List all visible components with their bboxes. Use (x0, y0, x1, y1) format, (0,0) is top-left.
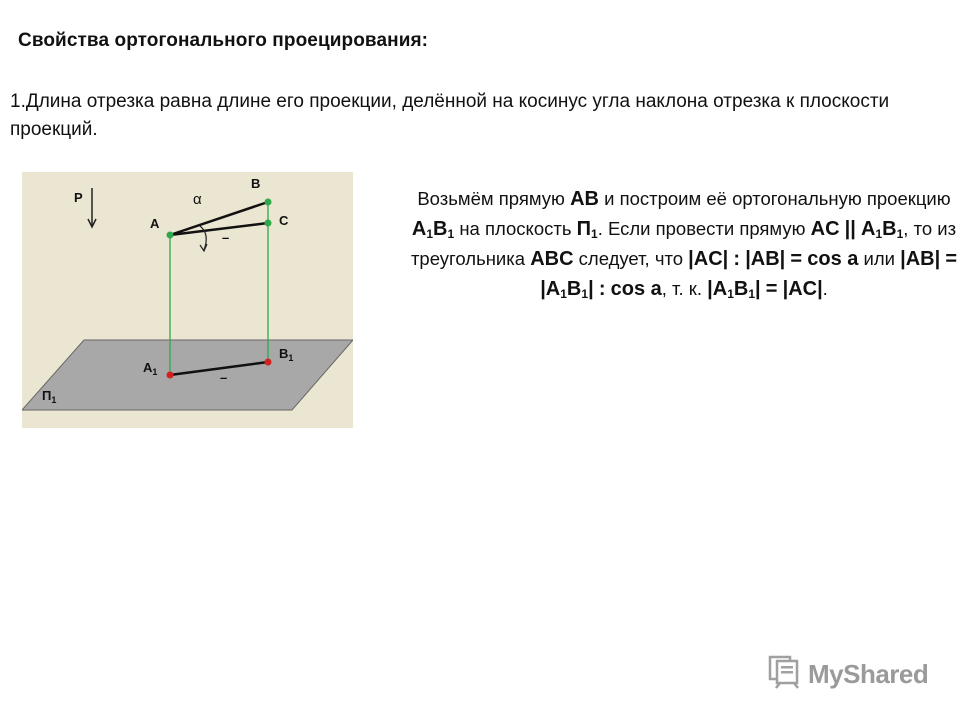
property-1-text: 1.Длина отрезка равна длине его проекции, делённой на косинус угла наклона отрезка к плоскости проекций. (10, 91, 890, 140)
label-b1: $B_1$ (279, 346, 294, 363)
label-a: A (150, 216, 160, 231)
label-p: P (74, 190, 83, 205)
myshared-watermark (768, 656, 928, 692)
point-b (265, 199, 272, 206)
label-alpha: α (193, 191, 202, 208)
myshared-logo-icon (768, 655, 802, 694)
point-a (167, 232, 174, 239)
label-c: C (279, 213, 289, 228)
projection-diagram (22, 172, 353, 428)
label-b: B (251, 176, 261, 191)
point-b1 (265, 359, 272, 366)
point-c (265, 220, 272, 227)
dash-mark-a1b1: – (220, 370, 228, 385)
point-a1 (167, 372, 174, 379)
label-pi1: $П_1$ (42, 388, 57, 405)
myshared-text: MyShared (808, 658, 929, 689)
explanation-text: Возьмём прямую AB и построим её ортогональную проекцию $A_1B_1$ на плоскость $П_1$. Если провести прямую AC || $A_1B_1$, то из треугольника ABC следует, что |AC| : |AB| = cos a или $|AB| = |A_1B_1|$ : cos a, т. к. $|A_1B_1| = |AC|$. (410, 188, 958, 301)
dash-mark-ac: – (222, 230, 230, 245)
projection-figure (22, 172, 353, 428)
slide-title: Свойства ортогонального проецирования: (18, 30, 429, 51)
label-a1: $A_1$ (143, 360, 158, 377)
